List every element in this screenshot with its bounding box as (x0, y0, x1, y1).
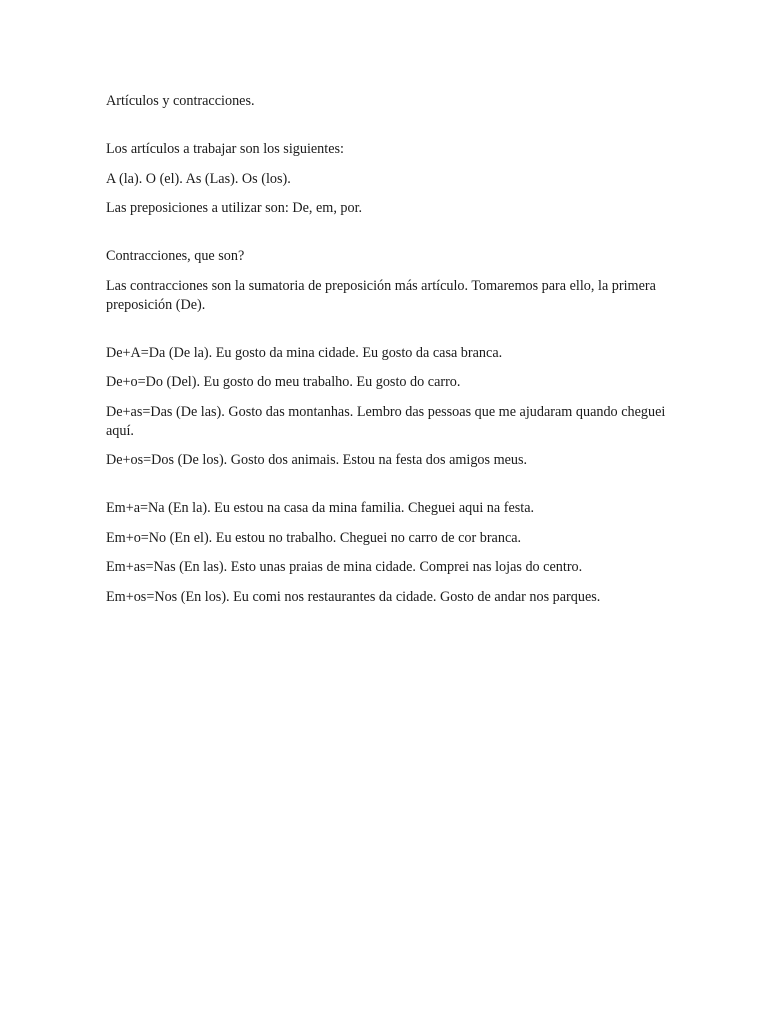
contractions-definition: Las contracciones son la sumatoria de preposición más artículo. Tomaremos para ello, la primera preposición (De). (106, 277, 656, 313)
contraction-de-as: De+as=Das (De las). Gosto das montanhas. Lembro das pessoas que me ajudaram quando cheguei aquí. (106, 403, 666, 439)
document-title: Artículos y contracciones. (106, 93, 255, 109)
contraction-em-o: Em+o=No (En el). Eu estou no trabalho. Cheguei no carro de cor branca. (106, 529, 522, 546)
contraction-de-o: De+o=Do (Del). Eu gosto do meu trabalho. Eu gosto do carro. (106, 374, 461, 390)
articles-intro: Los artículos a trabajar son los siguientes: (106, 141, 344, 157)
articles-list: A (la). O (el). As (Las). Os (los). (106, 170, 291, 187)
contraction-em-a: Em+a=Na (En la). Eu estou na casa da mina familia. Cheguei aqui na festa. (106, 500, 535, 516)
document-body (106, 92, 666, 617)
contraction-de-a: De+A=Da (De la). Eu gosto da mina cidade. Eu gosto da casa branca. (106, 344, 503, 361)
contraction-em-os: Em+os=Nos (En los). Eu comi nos restaurantes da cidade. Gosto de andar nos parques. (106, 588, 601, 605)
prepositions-line: Las preposiciones a utilizar son: De, em, por. (106, 200, 363, 216)
contraction-em-as: Em+as=Nas (En las). Esto unas praias de mina cidade. Comprei nas lojas do centro. (106, 559, 583, 575)
contractions-question: Contracciones, que son? (106, 248, 245, 264)
contraction-de-os: De+os=Dos (De los). Gosto dos animais. Estou na festa dos amigos meus. (106, 452, 528, 468)
